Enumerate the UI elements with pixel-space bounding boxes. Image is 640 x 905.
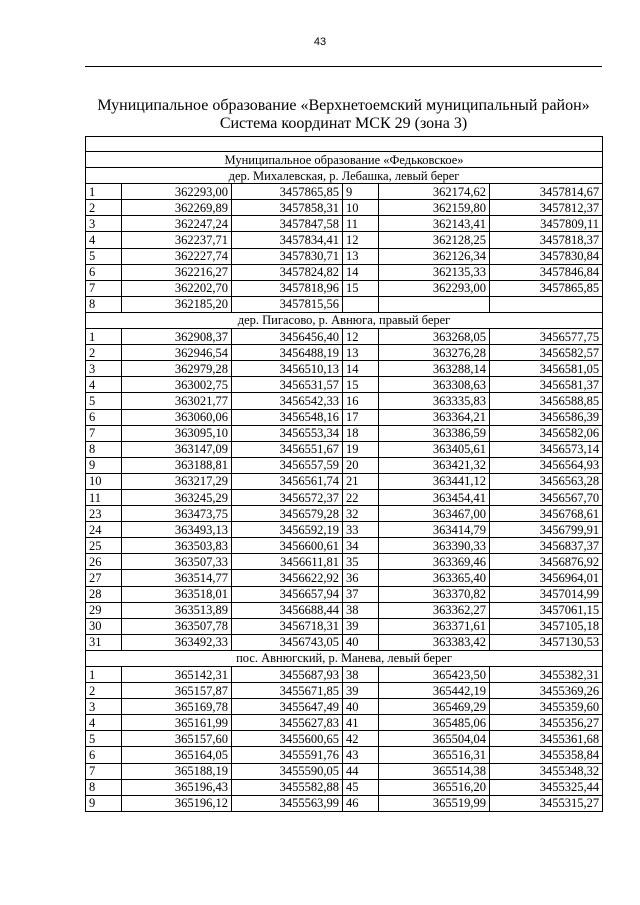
y-coordinate: 3455687,93: [232, 667, 343, 683]
table-row: [86, 586, 603, 602]
y-coordinate: 3455563,99: [232, 795, 343, 811]
point-number: 3: [86, 361, 122, 377]
y-coordinate: 3455582,88: [232, 779, 343, 795]
point-number: 37: [343, 586, 379, 602]
point-number: 41: [343, 715, 379, 731]
point-number: 5: [86, 731, 122, 747]
table-row: [86, 795, 603, 811]
point-number: 1: [86, 184, 122, 200]
point-number: 4: [86, 377, 122, 393]
y-coordinate: 3456564,93: [490, 457, 603, 473]
y-coordinate: 3456572,37: [232, 489, 343, 505]
y-coordinate: 3457865,85: [232, 184, 343, 200]
x-coordinate: 362227,74: [122, 248, 232, 264]
point-number: 43: [343, 747, 379, 763]
x-coordinate: 362293,00: [122, 184, 232, 200]
x-coordinate: 362202,70: [122, 280, 232, 296]
x-coordinate: 365423,50: [379, 667, 490, 683]
table-row: [86, 699, 603, 715]
y-coordinate: 3456542,33: [232, 393, 343, 409]
x-coordinate: 363362,27: [379, 602, 490, 618]
table-row: [86, 393, 603, 409]
coordinates-table-body: [86, 137, 603, 812]
x-coordinate: 363507,78: [122, 618, 232, 634]
table-row: [86, 184, 603, 200]
point-number: 38: [343, 667, 379, 683]
point-number: 19: [343, 441, 379, 457]
point-number: 10: [86, 473, 122, 489]
point-number: 7: [86, 763, 122, 779]
y-coordinate: 3457818,37: [490, 232, 603, 248]
point-number: 1: [86, 667, 122, 683]
x-coordinate: 362908,37: [122, 329, 232, 345]
y-coordinate: 3456622,92: [232, 570, 343, 586]
table-row: [86, 570, 603, 586]
y-coordinate: 3455647,49: [232, 699, 343, 715]
y-coordinate: 3456581,05: [490, 361, 603, 377]
x-coordinate: 365504,04: [379, 731, 490, 747]
y-coordinate: 3457830,71: [232, 248, 343, 264]
point-number: 12: [343, 232, 379, 248]
section-title: дер. Пигасово, р. Авнюга, правый берег: [86, 312, 603, 328]
x-coordinate: 365142,31: [122, 667, 232, 683]
x-coordinate: 362269,89: [122, 200, 232, 216]
y-coordinate: 3457061,15: [490, 602, 603, 618]
point-number: 7: [86, 425, 122, 441]
y-coordinate: 3457814,67: [490, 184, 603, 200]
section-title: пос. Авнюгский, р. Манева, левый берег: [86, 650, 603, 666]
table-row: [86, 329, 603, 345]
table-row: [86, 715, 603, 731]
x-coordinate: 363369,46: [379, 554, 490, 570]
point-number: 4: [86, 232, 122, 248]
table-row: [86, 747, 603, 763]
y-coordinate: 3455356,27: [490, 715, 603, 731]
x-coordinate: 363288,14: [379, 361, 490, 377]
x-coordinate: 365442,19: [379, 683, 490, 699]
x-coordinate: 363493,13: [122, 522, 232, 538]
x-coordinate: 363492,33: [122, 634, 232, 650]
x-coordinate: 365161,99: [122, 715, 232, 731]
point-number: 39: [343, 618, 379, 634]
y-coordinate: 3456586,39: [490, 409, 603, 425]
x-coordinate: 365469,29: [379, 699, 490, 715]
point-number: 42: [343, 731, 379, 747]
point-number: 22: [343, 489, 379, 505]
y-coordinate: 3456557,59: [232, 457, 343, 473]
point-number: 21: [343, 473, 379, 489]
x-coordinate: 362216,27: [122, 264, 232, 280]
x-coordinate: 363147,09: [122, 441, 232, 457]
table-row: [86, 634, 603, 650]
point-number: 34: [343, 538, 379, 554]
table-row: [86, 457, 603, 473]
point-number: 6: [86, 409, 122, 425]
x-coordinate: 365188,19: [122, 763, 232, 779]
x-coordinate: 363021,77: [122, 393, 232, 409]
municipality-title: Муниципальное образование «Федьковское»: [86, 152, 603, 168]
y-coordinate: 3456718,31: [232, 618, 343, 634]
x-coordinate: 365519,99: [379, 795, 490, 811]
table-row: [86, 506, 603, 522]
x-coordinate: 363473,75: [122, 506, 232, 522]
point-number: 6: [86, 747, 122, 763]
x-coordinate: 362946,54: [122, 345, 232, 361]
point-number: 8: [86, 779, 122, 795]
y-coordinate: 3455359,60: [490, 699, 603, 715]
x-coordinate: 363060,06: [122, 409, 232, 425]
point-number: 33: [343, 522, 379, 538]
point-number: 7: [86, 280, 122, 296]
y-coordinate: 3456567,70: [490, 489, 603, 505]
point-number: 38: [343, 602, 379, 618]
section-header-row: [86, 312, 603, 328]
y-coordinate: 3455382,31: [490, 667, 603, 683]
municipality-row: [86, 152, 603, 168]
table-row: [86, 361, 603, 377]
table-top-cell: [86, 137, 603, 152]
x-coordinate: 363513,89: [122, 602, 232, 618]
x-coordinate: 365157,60: [122, 731, 232, 747]
y-coordinate: 3455671,85: [232, 683, 343, 699]
x-coordinate: 365514,38: [379, 763, 490, 779]
point-number: 3: [86, 699, 122, 715]
y-coordinate: 3456581,37: [490, 377, 603, 393]
x-coordinate: 363095,10: [122, 425, 232, 441]
table-top-row: [86, 137, 603, 152]
y-coordinate: 3455348,32: [490, 763, 603, 779]
x-coordinate: 363002,75: [122, 377, 232, 393]
point-number: 45: [343, 779, 379, 795]
y-coordinate: [490, 296, 603, 312]
y-coordinate: 3455369,26: [490, 683, 603, 699]
x-coordinate: 362159,80: [379, 200, 490, 216]
y-coordinate: 3457815,56: [232, 296, 343, 312]
x-coordinate: 363370,82: [379, 586, 490, 602]
point-number: 14: [343, 264, 379, 280]
point-number: 23: [86, 506, 122, 522]
point-number: 46: [343, 795, 379, 811]
point-number: 1: [86, 329, 122, 345]
table-row: [86, 280, 603, 296]
point-number: 13: [343, 248, 379, 264]
x-coordinate: 362979,28: [122, 361, 232, 377]
x-coordinate: 362174,62: [379, 184, 490, 200]
point-number: 9: [86, 457, 122, 473]
table-row: [86, 602, 603, 618]
y-coordinate: 3456563,28: [490, 473, 603, 489]
y-coordinate: 3456488,19: [232, 345, 343, 361]
x-coordinate: 365516,31: [379, 747, 490, 763]
table-row: [86, 377, 603, 393]
y-coordinate: 3456657,94: [232, 586, 343, 602]
y-coordinate: 3456592,19: [232, 522, 343, 538]
point-number: 36: [343, 570, 379, 586]
point-number: 2: [86, 200, 122, 216]
x-coordinate: 365157,87: [122, 683, 232, 699]
table-row: [86, 264, 603, 280]
point-number: 25: [86, 538, 122, 554]
x-coordinate: 365196,43: [122, 779, 232, 795]
point-number: 28: [86, 586, 122, 602]
table-row: [86, 554, 603, 570]
point-number: 31: [86, 634, 122, 650]
y-coordinate: 3456582,06: [490, 425, 603, 441]
x-coordinate: 363276,28: [379, 345, 490, 361]
point-number: 40: [343, 699, 379, 715]
point-number: 20: [343, 457, 379, 473]
table-row: [86, 538, 603, 554]
x-coordinate: 362128,25: [379, 232, 490, 248]
y-coordinate: 3457818,96: [232, 280, 343, 296]
y-coordinate: 3456964,01: [490, 570, 603, 586]
x-coordinate: 363245,29: [122, 489, 232, 505]
point-number: 6: [86, 264, 122, 280]
point-number: 10: [343, 200, 379, 216]
x-coordinate: 363507,33: [122, 554, 232, 570]
y-coordinate: 3457105,18: [490, 618, 603, 634]
y-coordinate: 3457812,37: [490, 200, 603, 216]
y-coordinate: 3456837,37: [490, 538, 603, 554]
document-subtitle: Система координат МСК 29 (зона 3): [219, 115, 468, 132]
header-divider: [85, 66, 602, 67]
section-title: дер. Михалевская, р. Лебашка, левый берег: [86, 168, 603, 184]
x-coordinate: 365516,20: [379, 779, 490, 795]
x-coordinate: 363386,59: [379, 425, 490, 441]
point-number: 8: [86, 296, 122, 312]
x-coordinate: 363364,21: [379, 409, 490, 425]
point-number: 17: [343, 409, 379, 425]
x-coordinate: 362135,33: [379, 264, 490, 280]
point-number: 11: [86, 489, 122, 505]
point-number: 27: [86, 570, 122, 586]
x-coordinate: 362247,24: [122, 216, 232, 232]
y-coordinate: 3456611,81: [232, 554, 343, 570]
table-row: [86, 763, 603, 779]
point-number: 40: [343, 634, 379, 650]
y-coordinate: 3457130,53: [490, 634, 603, 650]
point-number: [343, 296, 379, 312]
table-row: [86, 779, 603, 795]
y-coordinate: 3456553,34: [232, 425, 343, 441]
table-row: [86, 683, 603, 699]
y-coordinate: 3456531,57: [232, 377, 343, 393]
y-coordinate: 3456579,28: [232, 506, 343, 522]
x-coordinate: 363514,77: [122, 570, 232, 586]
y-coordinate: 3457824,82: [232, 264, 343, 280]
point-number: 8: [86, 441, 122, 457]
table-row: [86, 441, 603, 457]
table-row: [86, 473, 603, 489]
x-coordinate: 365485,06: [379, 715, 490, 731]
point-number: 5: [86, 393, 122, 409]
point-number: 26: [86, 554, 122, 570]
y-coordinate: 3455315,27: [490, 795, 603, 811]
section-header-row: [86, 650, 603, 666]
y-coordinate: 3456743,05: [232, 634, 343, 650]
y-coordinate: 3456577,75: [490, 329, 603, 345]
point-number: 4: [86, 715, 122, 731]
table-row: [86, 345, 603, 361]
x-coordinate: 365164,05: [122, 747, 232, 763]
point-number: 18: [343, 425, 379, 441]
document-title: Муниципальное образование «Верхнетоемский муниципальный район»: [97, 97, 590, 114]
point-number: 13: [343, 345, 379, 361]
point-number: 3: [86, 216, 122, 232]
y-coordinate: 3456551,67: [232, 441, 343, 457]
table-row: [86, 618, 603, 634]
point-number: 30: [86, 618, 122, 634]
x-coordinate: 362126,34: [379, 248, 490, 264]
x-coordinate: 363454,41: [379, 489, 490, 505]
point-number: 2: [86, 345, 122, 361]
y-coordinate: 3457858,31: [232, 200, 343, 216]
y-coordinate: 3455591,76: [232, 747, 343, 763]
x-coordinate: 363365,40: [379, 570, 490, 586]
y-coordinate: 3456600,61: [232, 538, 343, 554]
table-row: [86, 296, 603, 312]
y-coordinate: 3457846,84: [490, 264, 603, 280]
point-number: 44: [343, 763, 379, 779]
y-coordinate: 3457809,11: [490, 216, 603, 232]
x-coordinate: 363414,79: [379, 522, 490, 538]
table-row: [86, 489, 603, 505]
point-number: 15: [343, 280, 379, 296]
x-coordinate: 365196,12: [122, 795, 232, 811]
x-coordinate: 362143,41: [379, 216, 490, 232]
table-row: [86, 522, 603, 538]
point-number: 14: [343, 361, 379, 377]
y-coordinate: 3455600,65: [232, 731, 343, 747]
x-coordinate: 363421,32: [379, 457, 490, 473]
y-coordinate: 3456456,40: [232, 329, 343, 345]
x-coordinate: 365169,78: [122, 699, 232, 715]
point-number: 29: [86, 602, 122, 618]
x-coordinate: [379, 296, 490, 312]
page-number: 43: [313, 36, 327, 48]
point-number: 24: [86, 522, 122, 538]
point-number: 12: [343, 329, 379, 345]
y-coordinate: 3457834,41: [232, 232, 343, 248]
point-number: 15: [343, 377, 379, 393]
table-row: [86, 248, 603, 264]
table-row: [86, 731, 603, 747]
x-coordinate: 362237,71: [122, 232, 232, 248]
y-coordinate: 3456548,16: [232, 409, 343, 425]
x-coordinate: 363405,61: [379, 441, 490, 457]
point-number: 9: [86, 795, 122, 811]
x-coordinate: 363217,29: [122, 473, 232, 489]
point-number: 5: [86, 248, 122, 264]
point-number: 39: [343, 683, 379, 699]
point-number: 16: [343, 393, 379, 409]
y-coordinate: 3456688,44: [232, 602, 343, 618]
y-coordinate: 3457847,58: [232, 216, 343, 232]
point-number: 9: [343, 184, 379, 200]
x-coordinate: 363390,33: [379, 538, 490, 554]
x-coordinate: 363335,83: [379, 393, 490, 409]
y-coordinate: 3457865,85: [490, 280, 603, 296]
x-coordinate: 363268,05: [379, 329, 490, 345]
y-coordinate: 3455361,68: [490, 731, 603, 747]
table-row: [86, 232, 603, 248]
x-coordinate: 363467,00: [379, 506, 490, 522]
coordinates-table: [85, 136, 603, 812]
table-row: [86, 425, 603, 441]
y-coordinate: 3456573,14: [490, 441, 603, 457]
x-coordinate: 363383,42: [379, 634, 490, 650]
y-coordinate: 3457830,84: [490, 248, 603, 264]
x-coordinate: 363308,63: [379, 377, 490, 393]
x-coordinate: 362185,20: [122, 296, 232, 312]
y-coordinate: 3455590,05: [232, 763, 343, 779]
x-coordinate: 363188,81: [122, 457, 232, 473]
y-coordinate: 3455627,83: [232, 715, 343, 731]
point-number: 32: [343, 506, 379, 522]
table-row: [86, 667, 603, 683]
y-coordinate: 3456768,61: [490, 506, 603, 522]
y-coordinate: 3456582,57: [490, 345, 603, 361]
x-coordinate: 363371,61: [379, 618, 490, 634]
y-coordinate: 3456876,92: [490, 554, 603, 570]
y-coordinate: 3457014,99: [490, 586, 603, 602]
section-header-row: [86, 168, 603, 184]
y-coordinate: 3456561,74: [232, 473, 343, 489]
y-coordinate: 3455325,44: [490, 779, 603, 795]
x-coordinate: 363518,01: [122, 586, 232, 602]
x-coordinate: 363503,83: [122, 538, 232, 554]
table-row: [86, 200, 603, 216]
y-coordinate: 3456799,91: [490, 522, 603, 538]
y-coordinate: 3456510,13: [232, 361, 343, 377]
point-number: 2: [86, 683, 122, 699]
table-row: [86, 216, 603, 232]
point-number: 11: [343, 216, 379, 232]
y-coordinate: 3456588,85: [490, 393, 603, 409]
point-number: 35: [343, 554, 379, 570]
x-coordinate: 363441,12: [379, 473, 490, 489]
y-coordinate: 3455358,84: [490, 747, 603, 763]
table-row: [86, 409, 603, 425]
x-coordinate: 362293,00: [379, 280, 490, 296]
